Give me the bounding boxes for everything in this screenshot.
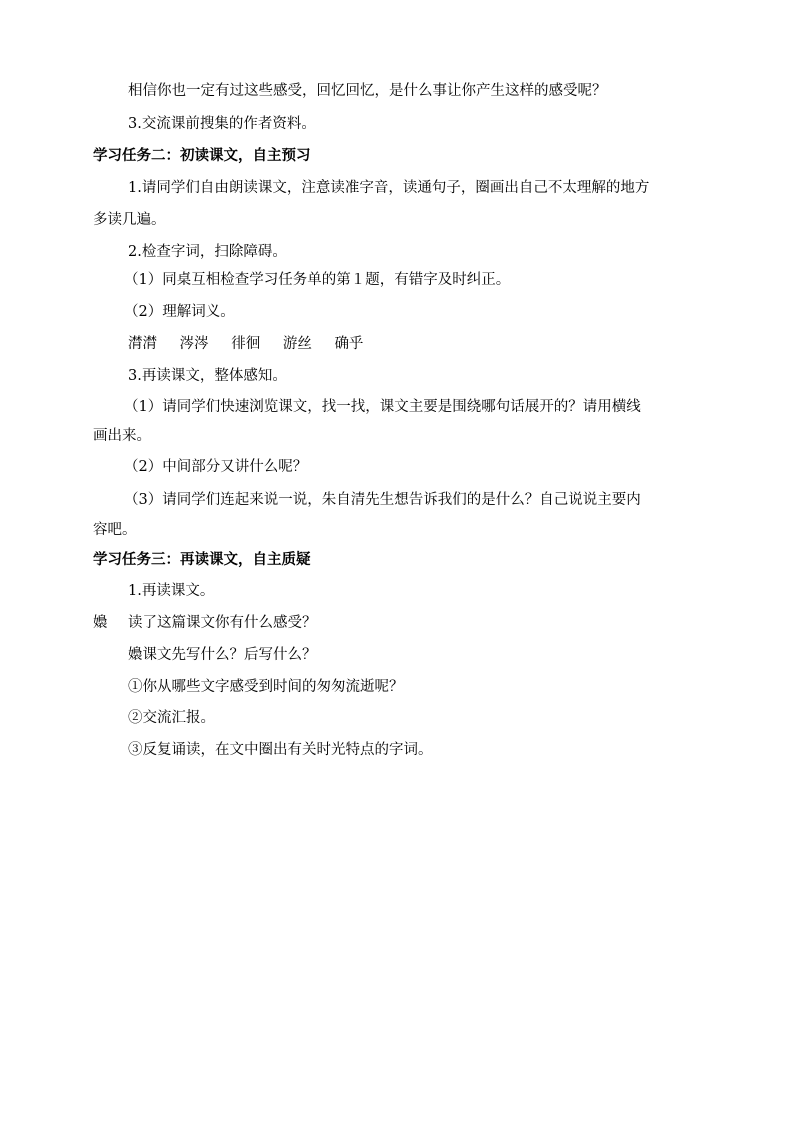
paragraph-line: 3.再读课文，整体感知。 [128,368,287,384]
paragraph-line: 相信你也一定有过这些感受，回忆回忆，是什么事让你产生这样的感受呢？ [128,83,607,99]
bullet-mark: 嬝 [93,615,108,631]
paragraph-line: 多读几遍。 [93,212,166,228]
section-heading: 学习任务二：初读课文，自主预习 [93,147,311,164]
vocab-word: 潸潸 [128,336,157,352]
paragraph-line: 嬝课文先写什么？后写什么？ [128,647,317,663]
paragraph-line: ①你从哪些文字感受到时间的匆匆流逝呢？ [128,679,404,695]
paragraph-line: 容吧。 [93,522,137,538]
vocab-word: 游丝 [282,336,312,352]
vocab-word: 确乎 [334,336,364,352]
paragraph-line: （2）理解词义。 [124,304,235,320]
vocab-word: 涔涔 [179,336,209,352]
paragraph-line: 读了这篇课文你有什么感受？ [128,615,317,631]
paragraph-line: 3.交流课前搜集的作者资料。 [128,116,316,132]
vocab-word: 徘徊 [231,336,261,352]
vocab-list [128,334,381,354]
section-heading: 学习任务三：再读课文，自主质疑 [93,551,311,568]
paragraph-line: （3）请同学们连起来说一说，朱自清先生想告诉我们的是什么？自己说说主要内 [124,492,641,508]
paragraph-line: 画出来。 [93,428,151,444]
paragraph-line: ②交流汇报。 [128,710,215,726]
paragraph-line: （2）中间部分又讲什么呢？ [124,459,308,475]
paragraph-line: 1.请同学们自由朗读课文，注意读准字音，读通句子，圈画出自己不太理解的地方 [128,180,650,196]
paragraph-line: （1）同桌互相检查学习任务单的第１题，有错字及时纠正。 [124,272,511,288]
paragraph-line: （1）请同学们快速浏览课文，找一找，课文主要是围绕哪句话展开的？请用横线 [124,399,641,415]
paragraph-line: 1.再读课文。 [128,583,215,599]
paragraph-line: ③反复诵读，在文中圈出有关时光特点的字词。 [128,742,433,758]
paragraph-line: 2.检查字词，扫除障碍。 [128,244,287,260]
